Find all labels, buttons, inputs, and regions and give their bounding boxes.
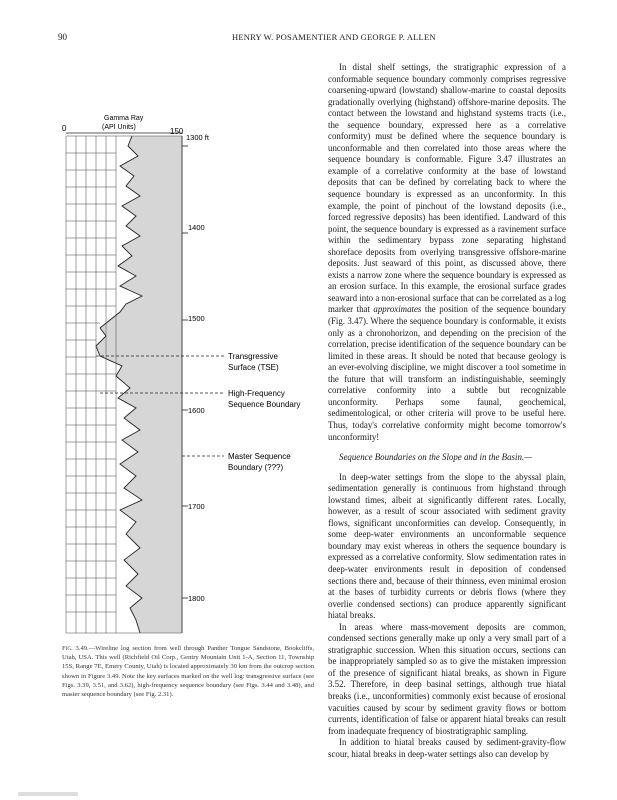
- annotation-tse-2: Surface (TSE): [228, 363, 279, 372]
- caption-text: —Wireline log section from well through Panther Tongue Sandstone, Bookcliffs, Utah, USA. This well (Richfield Oil Corp., Gentry Mountain Unit 1-A, Section 11, Township 15S, Range 7E, Emery County, Utah) is located approximately 30 km from the outcrop section shown in Figure 3.49. Note the key surfaces marked on the well log: transgressive surface (see Figs. 3.39, 3.51, and 3.62), high-frequency sequence boundary (see Figs. 3.44 and 3.48), and master sequence boundary (see Fig. 2.31).: [62, 645, 314, 699]
- scan-edge-mark: [18, 792, 78, 796]
- annotation-msb-2: Boundary (???): [228, 463, 284, 472]
- page-number: 90: [58, 32, 67, 42]
- paragraph-1-text-b: the position of the sequence boundary (Fig. 3.47). Where the sequence boundary is conformable, it exists only as a chronohorizon, and depending on the precision of the correlation, precise identification of the sequence boundary can be limited in these areas. It should be noted that because geology is an ever-evolving discipline, we might discover a tool sometime in the future that will transform an indistinguishable, seemingly correlative conformity into a subtle but recognizable unconformity. Perhaps some faunal, geochemical, sedimentological, or other criteria will prove to be useful here. Thus, today's correlative conformity might become tomorrow's unconformity!: [328, 304, 566, 442]
- figure-caption: [62, 644, 314, 699]
- depth-label-1400: 1400: [188, 223, 205, 232]
- running-head: HENRY W. POSAMENTIER AND GEORGE P. ALLEN: [232, 32, 436, 42]
- curve-label-2: (API Units): [102, 124, 136, 131]
- depth-label-1700: 1700: [188, 502, 205, 511]
- wireline-log-figure: [60, 108, 320, 638]
- log-track: [66, 136, 188, 633]
- annotation-msb-1: Master Sequence: [228, 452, 291, 461]
- paragraph-4: In addition to hiatal breaks caused by sediment-gravity-flow scour, hiatal breaks in deep-water settings also can develop by: [328, 737, 566, 759]
- annotation-hfsb-1: High-Frequency: [228, 389, 285, 398]
- depth-label-1300: 1300 ft: [186, 133, 209, 142]
- paragraph-1: [328, 62, 566, 443]
- section-heading: Sequence Boundaries on the Slope and in the Basin.—: [339, 452, 532, 463]
- depth-label-1600: 1600: [188, 406, 205, 415]
- paragraph-1-text-a: In distal shelf settings, the stratigraphic expression of a conformable sequence boundary commonly comprises regressive coarsening-upward (lowstand) shallow-marine to coastal deposits gradationally overlying (highstand) offshore-marine deposits. The contact between the lowstand and highstand systems tracts (i.e., the sequence boundary, expressed here as a correlative conformity) must be defined where the sequence boundary is unconformable and then correlated into those areas where the sequence boundary is conformable. Figure 3.47 illustrates an example of a correlative conformity at the base of lowstand deposits that can be defined by correlating back to where the sequence boundary is expressed as an unconformity. In this example, the point of pinchout of the lowstand deposits (i.e., forced regressive deposits) has been identified. Landward of this point, the sequence boundary is expressed as a ravinement surface within the sedimentary bypass zone separating highstand shoreface deposits from overlying transgressive offshore-marine deposits. Just seaward of this point, as discussed above, there exists a narrow zone where the sequence boundary is expressed as an erosion surface. In this example, the erosional surface grades seaward into a non-erosional surface that can be correlated as a log marker that: [328, 62, 566, 315]
- paragraph-1-emphasis: approximates: [373, 304, 422, 315]
- gamma-ray-fill: [96, 136, 182, 633]
- annotation-tse-1: Transgressive: [228, 352, 278, 361]
- paragraph-3: In areas where mass-movement deposits are common, condensed sections generally make up only a very small part of a stratigraphic succession. When this situation occurs, sections can be inappropriately sampled so as to give the mistaken impression of the presence of significant hiatal breaks, as shown in Figure 3.52. Therefore, in deep basinal settings, although true hiatal breaks (i.e., unconformities) commonly exist because of erosional vacuities caused by scour by sediment gravity flows or bottom currents, identification of false or apparent hiatal breaks can result from inadequate frequency of biostratigraphic sampling.: [328, 621, 566, 736]
- body-text: [328, 62, 566, 760]
- depth-ticks: [182, 146, 188, 598]
- depth-label-1800: 1800: [188, 594, 205, 603]
- scale-min: 0: [62, 124, 67, 133]
- curve-label-1: Gamma Ray: [104, 115, 144, 122]
- caption-label: Fig. 3.49.: [62, 645, 89, 652]
- annotation-hfsb-2: Sequence Boundary: [228, 400, 301, 409]
- scale-max: 150: [170, 127, 184, 136]
- depth-label-1500: 1500: [188, 314, 205, 323]
- paragraph-2: In deep-water settings from the slope to the abyssal plain, sedimentation generally is continuous from highstand through lowstand times, albeit at significantly different rates. Locally, however, as a result of scour associated with sediment gravity flows, significant unconformities can develop. Consequently, in some deep-water environments an unconformable sequence boundary may exist whereas in others the sequence boundary is expressed as a correlative conformity. Slow sedimentation rates in deep-water environments result in deposition of condensed sections there and, because of their thinness, even minimal erosion at the bases of turbidity currents or debris flows (where they overlie condensed sections) can produce apparently significant hiatal breaks.: [328, 471, 566, 621]
